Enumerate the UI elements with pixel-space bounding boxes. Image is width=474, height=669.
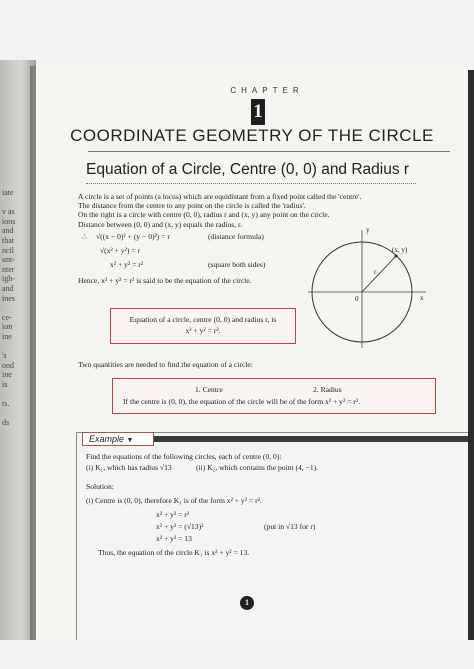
intro-line: On the right is a circle with centre (0, 0), radius r and (x, y) any point on the circle. (78, 210, 330, 220)
margin-fragment: v as (2, 207, 15, 217)
point-label: (x, y) (392, 246, 408, 254)
solution-step-2: x² + y² = (√13)² (156, 522, 204, 531)
circle-diagram (304, 222, 430, 352)
solution-step-3: x² + y² = 13 (156, 534, 192, 543)
quantities-box-line-2: If the centre is (0, 0), the equation of the circle will be of the form x² + y² = r². (123, 397, 361, 406)
equation-box-line-2: x² + y² = r². (185, 326, 221, 335)
origin-label: 0 (355, 295, 359, 303)
section-heading-rule (86, 183, 416, 184)
two-quantities-text: Two quantities are needed to find the equation of a circle: (78, 360, 253, 369)
derivation-line-2: √(x² + y²) = r (100, 246, 141, 255)
example-part-ii: (ii) K₂, which contains the point (4, −1). (196, 463, 319, 472)
margin-fragment: ds (2, 418, 10, 428)
equation-box (110, 308, 296, 344)
margin-fragment: igh- (2, 274, 15, 284)
margin-fragment: is (2, 379, 8, 389)
derivation-note-3: (square both sides) (208, 260, 266, 269)
radius-line (362, 256, 396, 292)
page-number-badge: 1 (240, 596, 254, 610)
intro-line: A circle is a set of points (a locus) which are equidistant from a fixed point called the 'centre'. (78, 192, 362, 201)
margin-fragment: that (2, 235, 14, 245)
solution-part-i: (i) Centre is (0, 0), therefore K₁ is of the form x² + y² = r². (86, 496, 262, 505)
margin-fragment: ion (2, 322, 13, 332)
textbook-page (36, 66, 468, 640)
derivation-line-3: x² + y² = r² (110, 260, 144, 269)
example-header-bar (146, 436, 468, 442)
chapter-title-rule (88, 151, 450, 152)
point-marker (395, 255, 398, 258)
margin-fragment: ncil (2, 245, 14, 255)
therefore-symbol: ∴ (82, 232, 87, 241)
derivation-line-1: √((x − 0)² + (y − 0)²) = r (96, 232, 170, 241)
x-axis-label: x (420, 294, 424, 302)
chapter-label: CHAPTER (230, 86, 304, 95)
chapter-number-badge: 1 (251, 99, 265, 125)
margin-fragment: 's (2, 351, 7, 361)
equation-box-line-1: Equation of a circle, centre (0, 0) and radius r, is (129, 315, 277, 324)
margin-fragment: ts. (2, 399, 10, 409)
example-tab-label: Example (89, 434, 125, 444)
margin-fragment: ine (2, 370, 12, 380)
example-question: Find the equations of the following circles, each of centre (0, 0): (86, 452, 282, 461)
solution-conclusion: Thus, the equation of the circle K₁ is x² + y² = 13. (98, 548, 250, 557)
y-axis-label: y (366, 226, 370, 234)
margin-fragment: and (2, 283, 14, 293)
margin-fragment: and (2, 226, 14, 236)
chevron-down-icon: ▼ (126, 437, 134, 444)
margin-fragment: ond (2, 360, 14, 370)
quantities-box (112, 378, 436, 414)
quantity-radius: 2. Radius (313, 385, 342, 394)
solution-step-1: x² + y² = r² (156, 510, 190, 519)
intro-line: The distance from the centre to any point on the circle is called the 'radius'. (78, 201, 306, 211)
margin-fragment: ines (2, 293, 15, 303)
intro-line: Distance between (0, 0) and (x, y) equals the radius, r. (78, 219, 243, 229)
quantity-centre: 1. Centre (195, 385, 223, 394)
scan-background-top (0, 0, 474, 70)
margin-fragment: ions (2, 216, 16, 226)
margin-fragment: nter (2, 264, 15, 274)
solution-label: Solution: (86, 482, 114, 491)
solution-step-2-note: (put in √13 for r) (264, 522, 316, 531)
margin-fragment: unt- (2, 255, 15, 265)
derivation-note-1: (distance formula) (208, 232, 264, 241)
margin-fragment: ce- (2, 312, 12, 322)
margin-fragment: ine (2, 331, 12, 341)
hence-statement: Hence, x² + y² = r² is said to be the equation of the circle. (78, 276, 252, 285)
scan-background-bottom (0, 640, 474, 669)
chapter-title: COORDINATE GEOMETRY OF THE CIRCLE (70, 126, 434, 145)
section-heading: Equation of a Circle, Centre (0, 0) and Radius r (86, 161, 410, 178)
example-tab (82, 432, 154, 446)
margin-fragment: iate (2, 188, 14, 197)
example-part-i: (i) K₁, which has radius √13 (86, 463, 172, 472)
radius-label: r (374, 268, 377, 276)
